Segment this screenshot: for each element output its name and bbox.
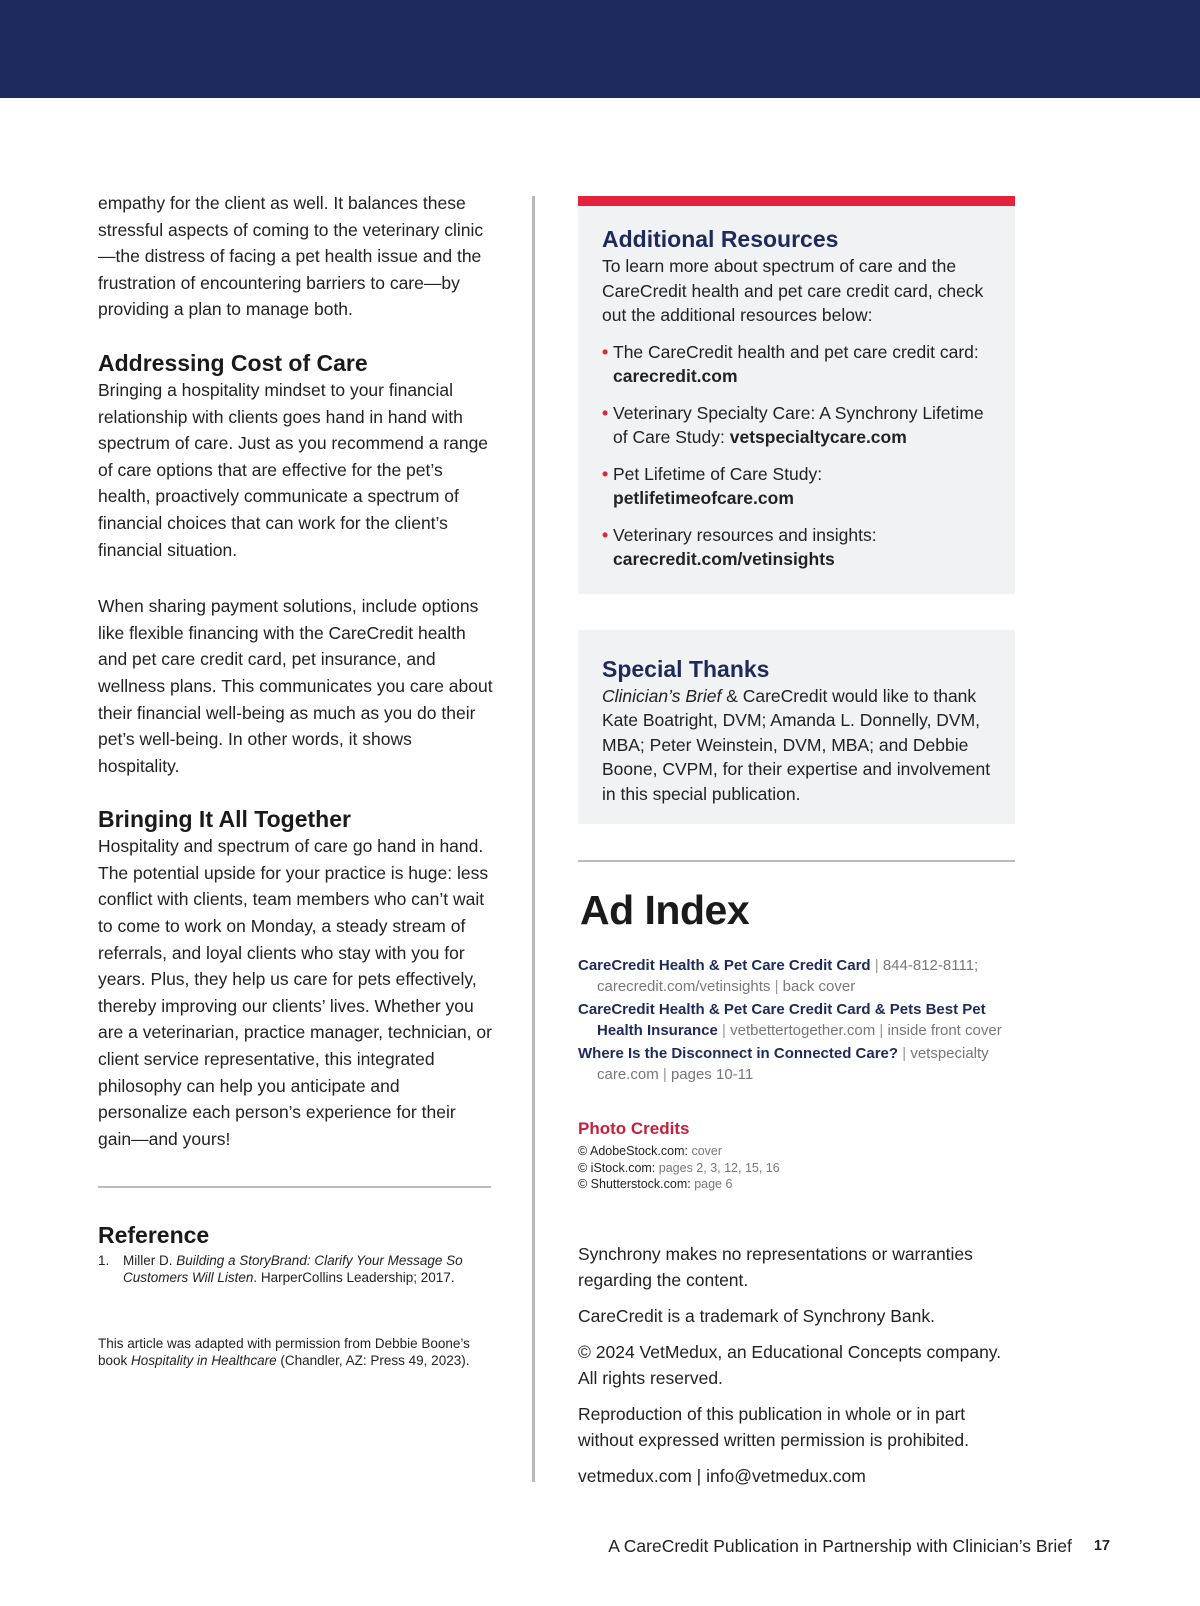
resources-intro: To learn more about spectrum of care and the CareCredit health and pet care credit card, check out the additional resources below: [602, 256, 984, 325]
thanks-heading: Special Thanks [602, 655, 770, 682]
resource-link[interactable]: carecredit.com/vetinsights [613, 549, 835, 569]
resources-heading: Additional Resources [602, 226, 839, 252]
right-column [578, 196, 1015, 1499]
left-column [98, 190, 493, 1369]
special-thanks-box [578, 630, 1015, 825]
reference-heading: Reference [98, 1222, 210, 1249]
together-heading: Bringing It All Together [98, 806, 351, 833]
resource-item: • The CareCredit health and pet care credit card: carecredit.com [602, 341, 979, 386]
right-divider [578, 860, 1015, 862]
bullet-icon: • [602, 341, 609, 362]
resource-link[interactable]: vetspecialtycare.com [729, 427, 907, 447]
together-paragraph: Hospitality and spectrum of care go hand in hand. The potential upside for your practice is huge: less conflict with clients, team members who can’t wait to come to work on Monday, a steady stream of referrals, and loyal clients who stay with you for years. Plus, they help us care for pets effectively, thereby improving our clients’ lives. Whether you are a veterinarian, practice manager, technician, or client service representative, this integrated philosophy can help you anticipate and personalize each person’s experience for their gain—and yours! [98, 836, 492, 1149]
legal-reproduction: Reproduction of this publication in whole or in part without expressed written permission is prohibited. [578, 1403, 970, 1450]
legal-trademark: CareCredit is a trademark of Synchrony Bank. [578, 1305, 935, 1326]
ad-index-item: Where Is the Disconnect in Connected Care? | vetspecialty care.com | pages 10-11 [578, 1045, 989, 1083]
legal-disclaimer: Synchrony makes no representations or warranties regarding the content. [578, 1243, 973, 1290]
page-footer [600, 1532, 1110, 1560]
ad-index-item: CareCredit Health & Pet Care Credit Card & Pets Best Pet Health Insurance | vetbettertogether.com | inside front cover [578, 1001, 1002, 1039]
resource-item: • Veterinary Specialty Care: A Synchrony Lifetime of Care Study: vetspecialtycare.com [602, 402, 984, 447]
ad-index-list [578, 956, 1015, 1085]
reference-number: 1. [98, 1253, 110, 1269]
bullet-icon: • [602, 402, 609, 423]
bullet-icon: • [602, 463, 609, 484]
reference-text: Miller D. Building a StoryBrand: Clarify Your Message So Customers Will Listen. HarperCollins Leadership; 2017. [123, 1253, 463, 1285]
legal-contact[interactable]: vetmedux.com | info@vetmedux.com [578, 1465, 866, 1486]
photo-credit-item: © iStock.com: pages 2, 3, 12, 15, 16 [578, 1160, 780, 1175]
reference-entry [98, 1253, 493, 1286]
left-divider [98, 1186, 491, 1188]
cost-paragraph-1: Bringing a hospitality mindset to your financial relationship with clients goes hand in hand with spectrum of care. Just as you recommend a range of care options that are effective for the pet’s health, proactively communicate a spectrum of financial choices that can work for the client’s financial situation. [98, 379, 489, 560]
thanks-text: Clinician’s Brief & CareCredit would like to thank Kate Boatright, DVM; Amanda L. Donnelly, DVM, MBA; Peter Weinstein, DVM, MBA; and Debbie Boone, CVPM, for their expertise and involvement in this special publication. [602, 685, 991, 804]
column-divider [532, 196, 535, 1482]
resource-item: • Veterinary resources and insights: carecredit.com/vetinsights [602, 524, 877, 569]
ad-index-heading: Ad Index [580, 887, 750, 933]
intro-paragraph: empathy for the client as well. It balances these stressful aspects of coming to the veterinary clinic—the distress of facing a pet health issue and the frustration of encountering barriers to care—by providing a plan to manage both. [98, 193, 484, 320]
resources-list [602, 340, 991, 572]
cost-paragraph-2: When sharing payment solutions, include options like flexible financing with the CareCredit health and pet care credit card, pet insurance, and wellness plans. This communicates you care about their financial well-being as much as you do their pet’s well-being. In other words, it shows hospitality. [98, 596, 493, 776]
legal-copyright: © 2024 VetMedux, an Educational Concepts company. All rights reserved. [578, 1341, 1002, 1388]
footer-text: A CareCredit Publication in Partnership with Clinician’s Brief [608, 1535, 1072, 1556]
adapted-note: This article was adapted with permission from Debbie Boone’s book Hospitality in Healthcare (Chandler, AZ: Press 49, 2023). [98, 1336, 470, 1368]
additional-resources-box [578, 196, 1015, 594]
photo-credit-item: © Shutterstock.com: page 6 [578, 1177, 733, 1191]
header-bar [0, 0, 1200, 98]
resource-link[interactable]: carecredit.com [613, 366, 738, 386]
legal-notices [578, 1241, 1015, 1489]
photo-credits-heading: Photo Credits [578, 1119, 690, 1138]
photo-credit-item: © AdobeStock.com: cover [578, 1144, 723, 1158]
resource-item: • Pet Lifetime of Care Study: petlifetimeofcare.com [602, 463, 823, 508]
cost-heading: Addressing Cost of Care [98, 349, 368, 376]
page-number: 17 [1093, 1538, 1110, 1554]
bullet-icon: • [602, 524, 609, 545]
ad-index-item: CareCredit Health & Pet Care Credit Card | 844-812-8111; carecredit.com/vetinsights | back cover [578, 957, 979, 995]
resource-link[interactable]: petlifetimeofcare.com [613, 488, 794, 508]
